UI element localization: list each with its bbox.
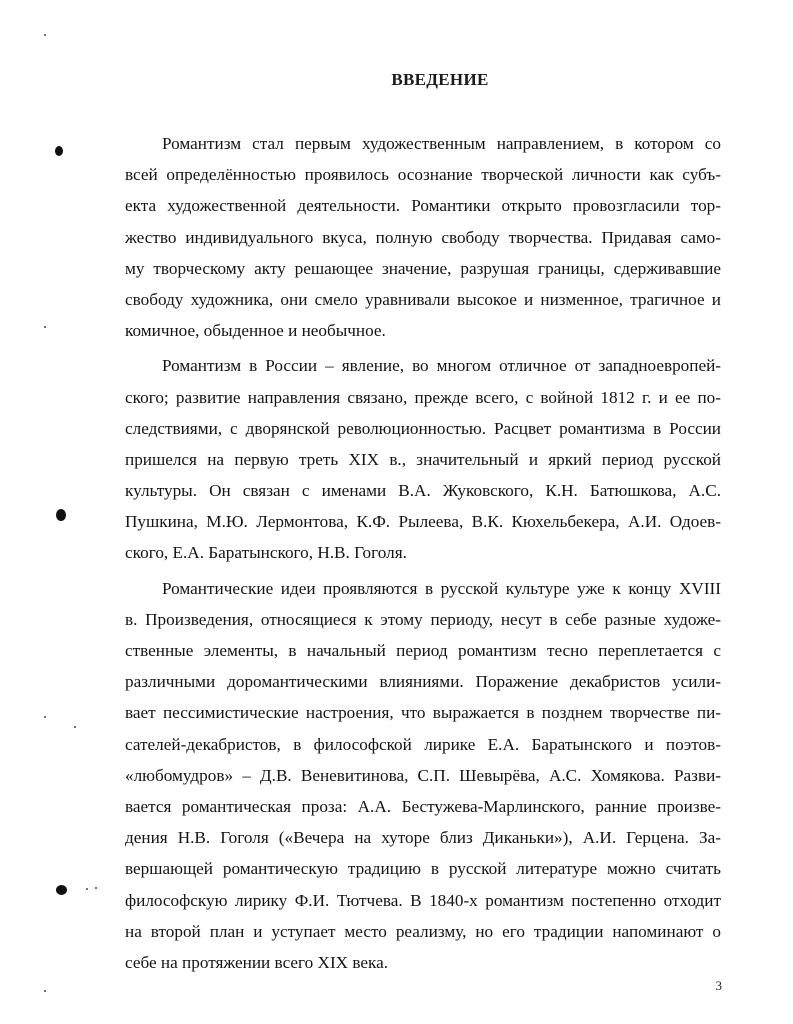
scan-speck [44,990,46,992]
scan-speck [86,888,88,890]
text-line: комичное, обыденное и необычное. [125,321,386,341]
text-line: свободу художника, они смело уравнивали высокое и низменное, трагичное и [125,289,721,309]
text-line: себе на протяжении всего XIX века. [125,952,389,972]
paragraph [125,128,721,346]
text-line: екта художественной деятельности. Романтики открыто провозгласили тор- [125,196,721,216]
scan-speck [95,887,97,889]
paragraph [125,573,721,978]
scan-blot [55,146,63,156]
paragraph [125,350,721,568]
text-line: дения Н.В. Гоголя («Вечера на хуторе близ Диканьки»), А.И. Герцена. За- [125,828,721,848]
scan-blot [56,885,67,895]
text-line: Романтизм стал первым художественным направлением, в котором со [162,134,721,153]
scan-blot [56,509,66,521]
text-line: ского, Е.А. Баратынского, Н.В. Гоголя. [125,543,407,563]
text-line: ского; развитие направления связано, прежде всего, с войной 1812 г. и ее по- [125,387,721,407]
text-line: сателей-декабристов, в философской лирике Е.А. Баратынского и поэтов- [125,734,721,754]
text-line: Пушкина, М.Ю. Лермонтова, К.Ф. Рылеева, В.К. Кюхельбекера, А.И. Одоев- [125,512,721,532]
text-line: на второй план и уступает место реализму, но его традиции напоминают о [125,921,721,941]
text-line: различными доромантическими влияниями. Поражение декабристов усили- [125,672,721,692]
body-text [125,128,721,978]
text-line: жество индивидуального вкуса, полную свободу творчества. Придавая само- [125,227,721,247]
text-line: пришелся на первую треть XIX в., значительный и яркий период русской [125,449,721,469]
text-line: «любомудров» – Д.В. Веневитинова, С.П. Шевырёва, А.С. Хомякова. Разви- [125,765,721,785]
text-line: вает пессимистические настроения, что выражается в позднем творчестве пи- [125,703,721,723]
text-line: вершающей романтическую традицию в русской литературе можно считать [125,859,721,879]
text-line: вается романтическая проза: А.А. Бестужева-Марлинского, ранние произве- [125,796,721,816]
text-line: всей определённостью проявилось осознание творческой личности как субъ- [125,165,721,185]
text-line: культуры. Он связан с именами В.А. Жуковского, К.Н. Батюшкова, А.С. [125,481,721,501]
text-line: в. Произведения, относящиеся к этому периоду, несут в себе разные художе- [125,609,721,629]
scan-speck [74,726,76,728]
text-line: следствиями, с дворянской революционностью. Расцвет романтизма в России [125,418,721,438]
text-line: философскую лирику Ф.И. Тютчева. В 1840-х романтизм постепенно отходит [125,890,721,910]
text-line: Романтические идеи проявляются в русской культуре уже к концу XVIII [162,578,721,598]
text-line: ственные элементы, в начальный период романтизм тесно переплетается с [125,641,721,660]
text-line: Романтизм в России – явление, во многом отличное от западноевропей- [162,356,721,376]
page-number: 3 [715,978,722,993]
scan-speck [44,716,46,718]
scan-speck [44,326,46,328]
scan-speck [44,34,46,36]
page-title: ВВЕДЕНИЕ [391,70,489,89]
text-line: му творческому акту решающее значение, разрушая границы, сдерживавшие [125,258,721,278]
